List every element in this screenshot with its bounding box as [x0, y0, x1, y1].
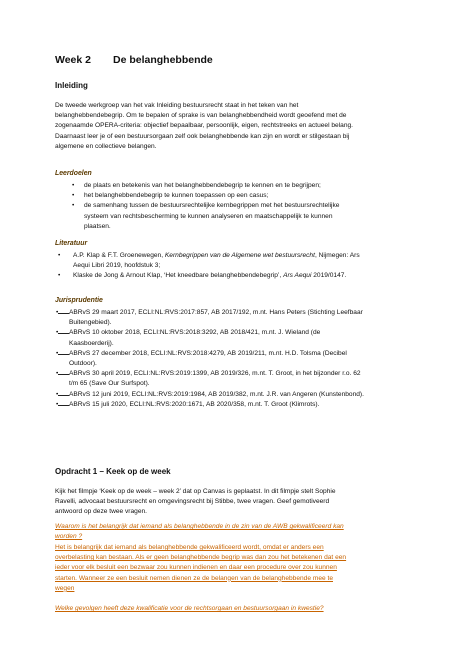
literatuur-heading: Literatuur	[55, 240, 88, 247]
bullet-icon: •	[56, 309, 59, 316]
bullet-icon: •	[72, 192, 75, 200]
bullet-icon: •	[56, 400, 59, 408]
list-item: • ABRvS 12 juni 2019, ECLI:NL:RVS:2019:1984, AB 2019/382, m.nt. J.R. van Angeren (Kunstenbond).	[55, 390, 414, 400]
week-topic: De belanghebbende	[113, 54, 213, 66]
literatuur-list	[55, 251, 414, 282]
bullet-icon: •	[72, 182, 75, 189]
jurisprudentie-heading: Jurisprudentie	[55, 297, 103, 304]
bullet-icon: •	[58, 252, 61, 259]
week-title	[55, 54, 213, 66]
list-item: • de samenhang tussen de bestuursrechtelijke kernbegrippen met het bestuursrechtelijke systeem van rechtsbescherming te kunnen analyseren en maatschappelijk te kunnen plaatsen.	[72, 202, 340, 230]
list-item: • de plaats en betekenis van het belanghebbendebegrip te kennen en te begrijpen;	[55, 181, 414, 191]
opdracht-paragraph	[55, 487, 415, 518]
list-item: • ABRvS 15 juli 2020, ECLI:NL:RVS:2020:1671, AB 2020/358, m.nt. T. Groot (Klimrots).	[55, 400, 414, 410]
intro-line: belanghebbendebegrip. Om te bepalen of sprake is van belanghebbendheid wordt geoefend met de	[55, 112, 347, 120]
list-item: • ABRvS 27 december 2018, ECLI:NL:RVS:2018:4279, AB 2019/211, m.nt. H.D. Tolsma (Decibel Outdoor).	[56, 349, 347, 368]
intro-line: De tweede werkgroep van het vak Inleiding bestuursrecht staat in het teken van het	[55, 102, 299, 109]
bullet-icon: •	[56, 390, 59, 398]
question-1: Waarom is het belangrijk dat iemand als belanghebbende in de zin van de AWB gekwalificeerd kan worden ?	[55, 523, 344, 541]
leerdoelen-heading: Leerdoelen	[55, 170, 92, 177]
bullet-icon: •	[56, 370, 59, 378]
strike-line	[58, 405, 69, 406]
bullet-icon: •	[58, 272, 61, 280]
intro-line: algemene en collectieve belangen.	[55, 142, 157, 150]
bullet-icon: •	[56, 349, 59, 357]
opdracht-heading: Opdracht 1 – Keek op de week	[55, 467, 171, 476]
jurisprudentie-list	[55, 308, 414, 410]
list-item: • het belanghebbendebegrip te kunnen toepassen op een casus;	[55, 191, 414, 201]
intro-line: zogenaamde OPERA-criteria: objectief bepaalbaar, persoonlijk, eigen, rechtstreeks en actueel belang.	[55, 122, 353, 130]
bullet-icon: •	[72, 202, 75, 210]
intro-line: Daarnaast leer je of een bestuursorgaan zelf ook belanghebbende kan zijn en wordt er stilgestaan bij	[55, 132, 350, 140]
strike-line	[58, 333, 69, 334]
list-item: • ABRvS 10 oktober 2018, ECLI:NL:RVS:2018:3292, AB 2018/421, m.nt. J. Wieland (de Kaasboerderij).	[56, 329, 321, 347]
opdracht-line: Ravelli, advocaat bestuursrecht en omgevingsrecht bij Stibbe, twee vragen. Geef gemotiveerd	[55, 498, 330, 506]
list-item: • Klaske de Jong & Arnout Klap, ‘Het kneedbare belanghebbendebegrip’, Ars Aequi 2019/0147.	[55, 271, 414, 281]
strike-line	[58, 374, 69, 375]
list-item: • A.P. Klap & F.T. Groenewegen, Kernbegrippen van de Algemene wet bestuursrecht, Nijmegen: Ars Aequi Libri 2019, hoofdstuk 3;	[58, 252, 360, 270]
answer-1: Het is belangrijk dat iemand als belanghebbende gekwalificeerd wordt, omdat er anders een overbelasting kan bestaan. Als er geen belanghebbende begrip was dan zou het betekenen dat een ieder voor elk besluit een bezwaar zou kunnen indienen en daar een procedure over zou kunnen starten. Wanneer ze een besluit nemen dienen ze de belangen van de belanghebbende mee te wegen	[55, 544, 347, 592]
strike-line	[58, 313, 69, 314]
intro-heading: Inleiding	[55, 81, 88, 90]
week-number: Week 2	[55, 54, 91, 66]
intro-paragraph	[55, 101, 415, 152]
question-2: Welke gevolgen heeft deze kwalificatie voor de rechtsorgaan en bestuursorgaan in kwestie?	[55, 605, 324, 612]
list-item: • ABRvS 30 april 2019, ECLI:NL:RVS:2019:1399, AB 2019/326, m.nt. T. Groot, in het bijzonder r.o. 62 t/m 65 (Save Our Surfspot).	[56, 370, 361, 388]
opdracht-line: Kijk het filmpje ‘Keek op de week – week 2’ dat op Canvas is geplaatst. In dit filmpje stelt Sophie	[55, 488, 336, 495]
strike-line	[58, 354, 69, 355]
strike-line	[58, 395, 69, 396]
opdracht-line: antwoord op deze twee vragen.	[55, 508, 148, 516]
list-item: • ABRvS 29 maart 2017, ECLI:NL:RVS:2017:857, AB 2017/192, m.nt. Hans Peters (Stichting Leefbaar Buitengebied).	[56, 309, 363, 327]
bullet-icon: •	[56, 329, 59, 337]
leerdoelen-list	[55, 181, 414, 232]
